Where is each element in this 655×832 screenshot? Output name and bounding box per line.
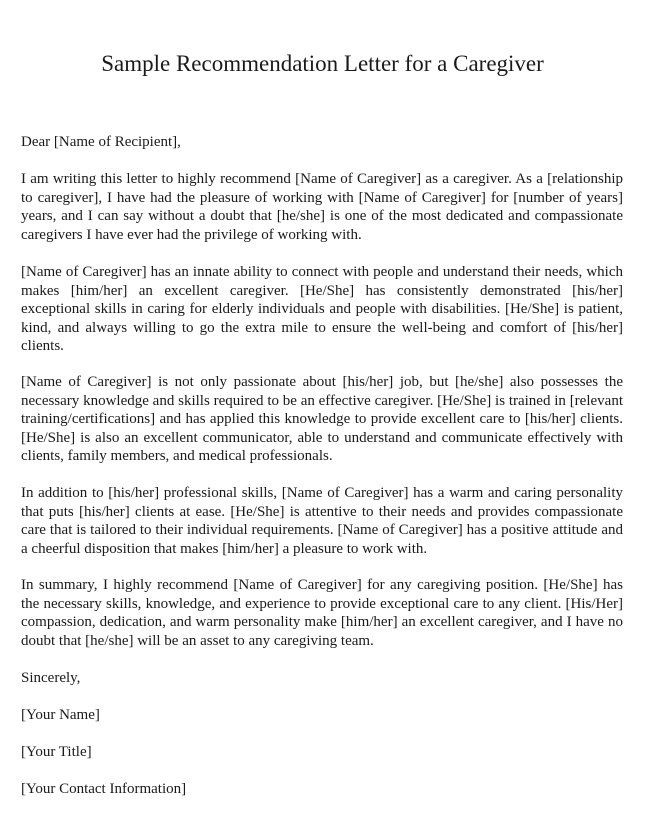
signature-contact: [Your Contact Information]	[21, 781, 187, 797]
salutation: Dear [Name of Recipient],	[21, 134, 181, 150]
paragraph-introduction: I am writing this letter to highly recommend [Name of Caregiver] as a caregiver. As a [relationship to caregiver], I have had the pleasure of working with [Name of Caregiver] for [number of years] years, and I can say without a doubt that [he/she] is one of the most dedicated and compassionate caregivers I have ever had the privilege of working with.	[21, 171, 623, 243]
page-title: Sample Recommendation Letter for a Caregiver	[101, 51, 544, 76]
paragraph-personality: In addition to [his/her] professional skills, [Name of Caregiver] has a warm and caring personality that puts [his/her] clients at ease. [He/She] is attentive to their needs and provides compassionate care that is tailored to their individual requirements. [Name of Caregiver] has a positive attitude and a cheerful disposition that makes [him/her] a pleasure to work with.	[21, 485, 623, 557]
paragraph-abilities: [Name of Caregiver] has an innate ability to connect with people and understand their needs, which makes [him/her] an excellent caregiver. [He/She] has consistently demonstrated [his/her] exceptional skills in caring for elderly individuals and people with disabilities. [He/She] is patient, kind, and always willing to go the extra mile to ensure the well-being and comfort of [his/her] clients.	[21, 264, 623, 354]
signature-name: [Your Name]	[21, 707, 100, 723]
closing: Sincerely,	[21, 670, 81, 686]
paragraph-summary: In summary, I highly recommend [Name of Caregiver] for any caregiving position. [He/She] has the necessary skills, knowledge, and experience to provide exceptional care to any client. [His/Her] compassion, dedication, and warm personality make [him/her] an excellent caregiver, and I have no doubt that [he/she] will be an asset to any caregiving team.	[21, 577, 623, 649]
signature-title: [Your Title]	[21, 744, 92, 760]
paragraph-skills: [Name of Caregiver] is not only passionate about [his/her] job, but [he/she] also possesses the necessary knowledge and skills required to be an effective caregiver. [He/She] is trained in [relevant training/certifications] and has applied this knowledge to provide excellent care to [his/her] clients. [He/She] is also an excellent communicator, able to understand and communicate effectively with clients, family members, and medical professionals.	[21, 374, 623, 464]
